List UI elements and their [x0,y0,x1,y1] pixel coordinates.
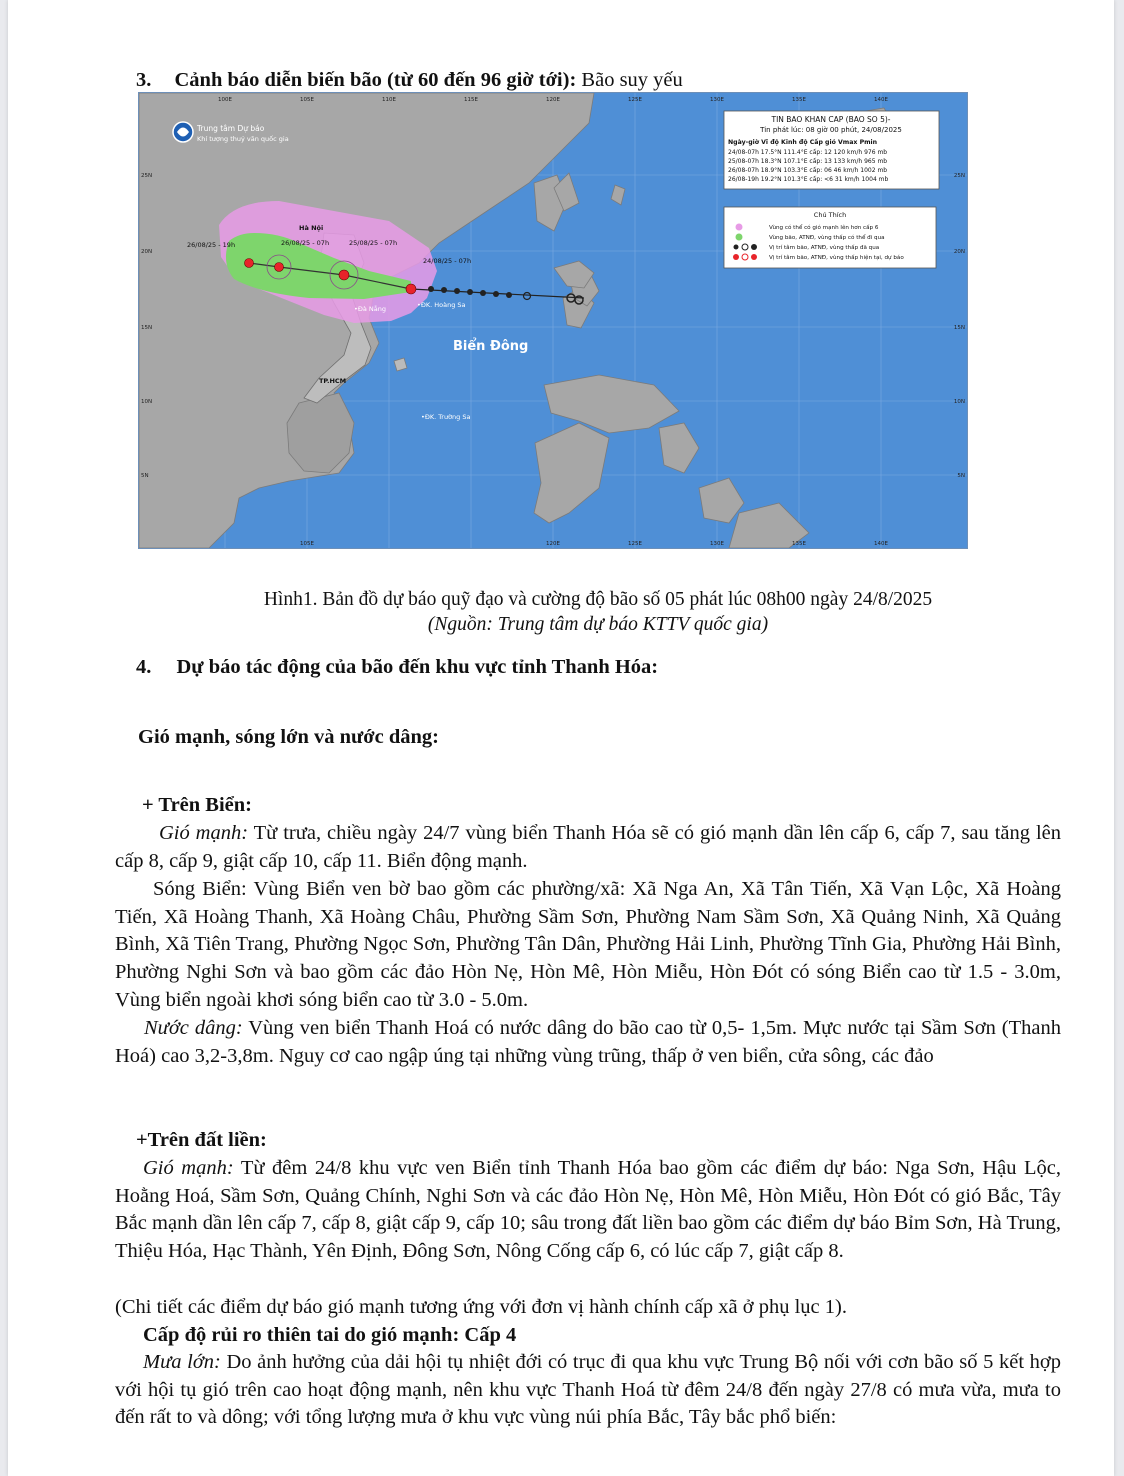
map-lon-tick-bottom: 125E [628,541,642,547]
map-lon-tick: 105E [300,97,314,103]
map-lat-tick-right: 5N [957,473,965,479]
bulletin-row: 25/08-07h 18.3°N 107.1°E cấp: 13 133 km/h 965 mb [728,158,888,165]
storm-surge-text: Vùng ven biển Thanh Hoá có nước dâng do bão cao từ 0,5- 1,5m. Mực nước tại Sầm Sơn (Thanh Hoá) cao 3,2-3,8m. Nguy cơ cao ngập úng tại những vùng trũng, thấp ở ven biển, cửa sông, các đảo [115,1017,1061,1067]
map-lat-tick-right: 20N [953,249,965,255]
map-lon-tick: 125E [628,97,642,103]
legend-swatch-current-1 [733,254,739,260]
legend-swatch-current-3 [751,254,757,260]
map-lon-tick-bottom: 135E [792,541,806,547]
label-tphcm: TP.HCM [319,377,347,385]
section-3-title: Cảnh báo diễn biến bão (từ 60 đến 96 giờ tới): [174,69,577,91]
label-bien-dong: Biển Đông [453,339,529,354]
map-lat-tick: 5N [141,473,149,479]
storm-forecast-map [138,92,968,549]
paragraph-sea-wind [115,820,1061,875]
section-3-heading [136,66,683,94]
map-lat-tick-right: 15N [953,325,965,331]
sea-wind-label: Gió mạnh: [159,822,249,844]
label-time-26-07h: 26/08/25 - 07h [281,239,330,247]
map-lon-tick-bottom: 120E [546,541,560,547]
storm-surge-label: Nước dâng: [144,1017,243,1039]
legend-item: Vùng có thể có gió mạnh lên hơn cấp 6 [769,225,879,231]
section-4-heading [136,653,658,681]
map-bulletin-box [724,111,939,189]
map-lon-tick: 140E [874,97,888,103]
label-truongsa: •ĐK. Trường Sa [421,413,471,421]
map-lat-tick-right: 25N [953,173,965,179]
map-lon-tick: 120E [546,97,560,103]
legend-swatch-past-1 [734,245,739,250]
map-lat-tick: 20N [141,249,153,255]
legend-item: Vị trí tâm bão, ATNĐ, vùng thấp hiện tại, dự báo [769,255,904,261]
section-3-number: 3. [136,69,152,91]
bulletin-row: 26/08-19h 19.2°N 101.3°E cấp: <6 31 km/h 1004 mb [728,176,889,183]
map-lat-tick-right: 10N [953,399,965,405]
map-logo-line-2: Khí tượng thuỷ văn quốc gia [197,135,289,143]
paragraph-sea-waves: Sóng Biển: Vùng Biển ven bờ bao gồm các phường/xã: Xã Nga An, Xã Tân Tiến, Xã Vạn Lộc, Xã Hoàng Tiến, Xã Hoàng Thanh, Xã Hoàng Châu, Phường Sầm Sơn, Phường Nam Sầm Sơn, Xã Quảng Ninh, Xã Quảng Bình, Xã Tiên Trang, Phường Ngọc Sơn, Phường Tân Dân, Phường Hải Linh, Phường Tĩnh Gia, Phường Hải Bình, Phường Nghi Sơn và bao gồm các đảo Hòn Nẹ, Hòn Mê, Hòn Miễu, Hòn Đót có sóng Biển cao từ 1.5 - 3.0m, Vùng biển ngoài khơi sóng biển cao từ 3.0 - 5.0m. [115,878,1061,1011]
bulletin-row: 26/08-07h 18.9°N 103.3°E cấp: 06 46 km/h 1002 mb [728,167,888,174]
map-lat-tick: 25N [141,173,153,179]
map-lon-tick-bottom: 140E [874,541,888,547]
figure-source: (Nguồn: Trung tâm dự báo KTTV quốc gia) [427,614,769,635]
paragraph-land-wind [115,1155,1061,1266]
map-lon-tick: 110E [382,97,396,103]
map-legend-box [724,207,936,268]
legend-swatch-past-3 [751,244,757,250]
label-hanoi: Hà Nội [299,224,324,232]
map-lon-tick: 130E [710,97,724,103]
heading-tren-bien: + Trên Biển: [142,794,253,816]
map-lon-tick-bottom: 105E [300,541,314,547]
map-lon-tick: 100E [218,97,232,103]
heading-tren-dat-lien: +Trên đất liền: [136,1129,267,1151]
bulletin-header: Ngày-giờ Vĩ độ Kinh độ Cấp gió Vmax Pmin [728,139,878,146]
legend-item: Vị trí tâm bão, ATNĐ, vùng thấp đã qua [769,245,880,251]
sea-wind-text: Từ trưa, chiều ngày 24/7 vùng biển Thanh Hóa sẽ có gió mạnh dần lên cấp 6, cấp 7, sau tăng lên cấp 8, cấp 9, giật cấp 10, cấp 11. Biển động mạnh. [115,822,1061,872]
risk-level-heading: Cấp độ rủi ro thiên tai do gió mạnh: Cấp 4 [143,1324,517,1346]
legend-title: Chú Thích [813,211,847,219]
paragraph-storm-surge [115,1015,1061,1070]
map-lat-tick: 15N [141,325,153,331]
map-lon-tick-bottom: 130E [710,541,724,547]
bulletin-title: TIN BAO KHAN CAP (BAO SO 5)- [771,115,891,124]
map-lat-tick: 10N [141,399,153,405]
label-time-24-07h: 24/08/25 - 07h [423,257,472,265]
legend-swatch-zone [736,234,743,241]
map-logo-line-1: Trung tâm Dự báo [197,124,265,133]
appendix-note: (Chi tiết các điểm dự báo gió mạnh tương ứng với đơn vị hành chính cấp xã ở phụ lục 1). [115,1296,847,1318]
label-time-25-07h: 25/08/25 - 07h [349,239,398,247]
bulletin-subtitle: Tin phát lúc: 08 giờ 00 phút, 24/08/2025 [760,126,902,134]
map-lon-tick: 135E [792,97,806,103]
legend-swatch-risk [736,224,743,231]
bulletin-row: 24/08-07h 17.5°N 111.4°E cấp: 12 120 km/h 976 mb [728,149,888,156]
section-3-status: Bão suy yếu [576,69,683,91]
section-4-number: 4. [136,656,152,678]
land-wind-label: Gió mạnh: [143,1157,234,1179]
label-time-26-19h: 26/08/25 - 19h [187,241,236,249]
legend-item: Vùng bão, ATNĐ, vùng thấp có thể đi qua [769,235,885,241]
land-wind-text: Từ đêm 24/8 khu vực ven Biển tỉnh Thanh Hóa bao gồm các điểm dự báo: Nga Sơn, Hậu Lộc, Hoằng Hoá, Sầm Sơn, Quảng Chính, Nghi Sơn và các đảo Hòn Nẹ, Hòn Mê, Hòn Miễu, Hòn Đót có gió Bắc, Tây Bắc mạnh dần lên cấp 7, cấp 8, giật cấp 9, cấp 10; sâu trong đất liền bao gồm các điểm dự báo Bỉm Sơn, Hà Trung, Thiệu Hóa, Hạc Thành, Yên Định, Đông Sơn, Nông Cống cấp 6, có lúc cấp 7, giật cấp 8. [115,1157,1062,1263]
heavy-rain-label: Mưa lớn: [143,1351,221,1373]
subheading-wind-waves: Gió mạnh, sóng lớn và nước dâng: [138,726,440,748]
heavy-rain-text: Do ảnh hưởng của dải hội tụ nhiệt đới có trục đi qua khu vực Trung Bộ nối với cơn bão số 5 kết hợp với hội tụ gió trên cao hoạt động mạnh, nên khu vực Thanh Hoá từ đêm 24/8 đến ngày 27/8 có mưa vừa, mưa to đến rất to và dông; với tổng lượng mưa ở khu vực vùng núi phía Bắc, Tây bắc phổ biến: [115,1351,1061,1429]
label-danang: •Đà Nẵng [354,305,387,313]
map-lon-tick: 115E [464,97,478,103]
paragraph-heavy-rain [115,1349,1061,1432]
figure-caption: Hình1. Bản đồ dự báo quỹ đạo và cường độ bão số 05 phát lúc 08h00 ngày 24/8/2025 [263,589,933,610]
section-4-title: Dự báo tác động của bão đến khu vực tỉnh Thanh Hóa: [176,656,659,678]
label-hoangsa: •ĐK. Hoàng Sa [417,301,466,309]
document-page [8,0,1114,1476]
